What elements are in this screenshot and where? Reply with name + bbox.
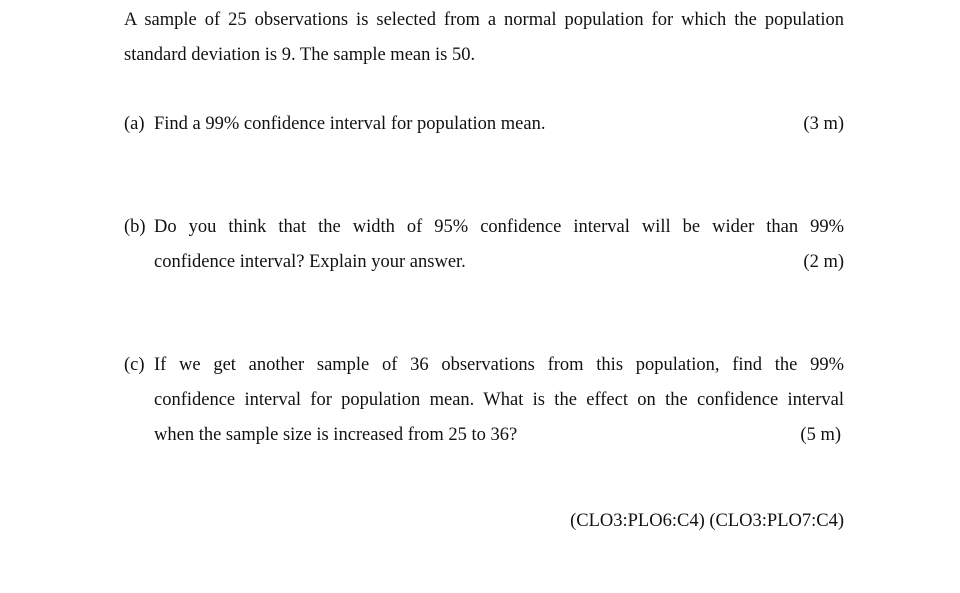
part-c-marks: (5 m) [800,425,841,445]
part-c-line-3: when the sample size is increased from 25 to 36? [154,425,518,445]
part-c-line-1: If we get another sample of 36 observations from this population, find the 99% [154,355,844,375]
part-c-label: (c) [124,355,145,375]
learning-outcomes-tag: (CLO3:PLO6:C4) (CLO3:PLO7:C4) [570,511,844,531]
part-b-marks: (2 m) [803,252,844,272]
part-c-line-2: confidence interval for population mean. What is the effect on the confidence interval [154,390,844,410]
question-document [124,0,844,593]
part-b-label: (b) [124,217,146,237]
part-b-line-2: confidence interval? Explain your answer. [154,252,466,272]
part-a-label: (a) [124,114,145,134]
intro-line-1: A sample of 25 observations is selected from a normal population for which the population [124,10,844,30]
part-b-line-1: Do you think that the width of 95% confidence interval will be wider than 99% [154,217,844,237]
intro-line-2: standard deviation is 9. The sample mean is 50. [124,45,476,65]
part-a-marks: (3 m) [803,114,844,134]
part-a-text: Find a 99% confidence interval for population mean. [154,114,546,134]
